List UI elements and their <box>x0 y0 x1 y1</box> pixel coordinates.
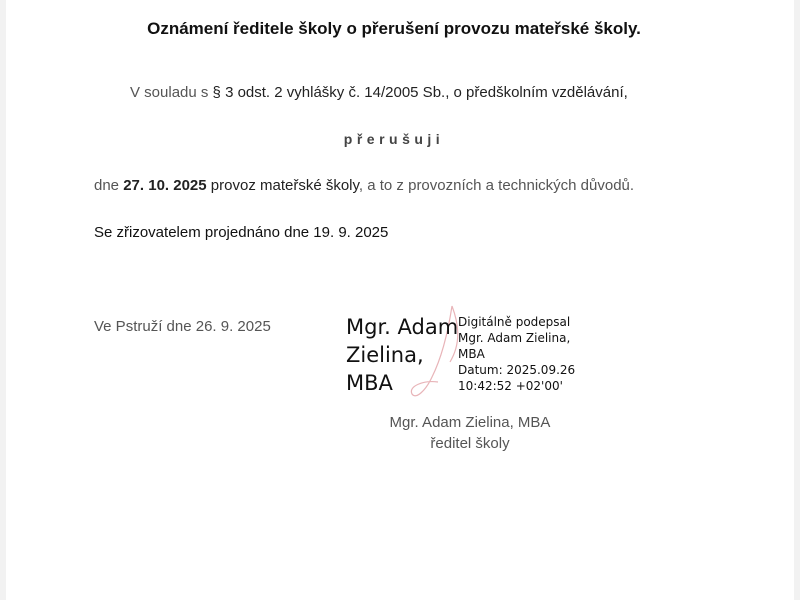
interruption-date: 27. 10. 2025 <box>123 177 207 194</box>
place-and-date: Ve Pstruží dne 26. 9. 2025 <box>94 318 271 335</box>
signer-block <box>370 412 570 454</box>
signature-name-line: Zielina, <box>346 343 424 367</box>
interruption-paragraph <box>94 177 634 194</box>
interruption-subject: provoz mateřské školy <box>206 177 359 194</box>
signature-name-block <box>346 313 458 397</box>
signature-info-line: Datum: 2025.09.26 <box>458 363 576 377</box>
interruption-reason: , a to z provozních a technických důvodů. <box>358 177 635 194</box>
signature-name-line: Mgr. Adam <box>346 315 459 339</box>
signature-info-line: Digitálně podepsal <box>458 315 571 329</box>
signature-info-line: MBA <box>458 347 485 361</box>
signature-name-line: MBA <box>346 371 393 395</box>
signature-info-line: 10:42:52 +02'00' <box>458 379 563 393</box>
document-title: Oznámení ředitele školy o přerušení provozu mateřské školy. <box>147 19 641 38</box>
signer-role: ředitel školy <box>430 435 510 452</box>
interruption-prefix: dne <box>94 177 124 194</box>
signer-name: Mgr. Adam Zielina, MBA <box>389 414 551 431</box>
legal-basis-paragraph <box>130 84 628 101</box>
legal-basis-reference: § 3 odst. 2 vyhlášky č. 14/2005 Sb., o předškolním vzdělávání, <box>208 84 628 101</box>
founder-consultation-note: Se zřizovatelem projednáno dne 19. 9. 2025 <box>94 224 389 241</box>
signature-info-line: Mgr. Adam Zielina, <box>458 331 571 345</box>
legal-basis-intro: V souladu s <box>130 84 209 101</box>
decree-word: přerušuji <box>343 131 445 147</box>
digital-signature-info <box>458 314 575 394</box>
